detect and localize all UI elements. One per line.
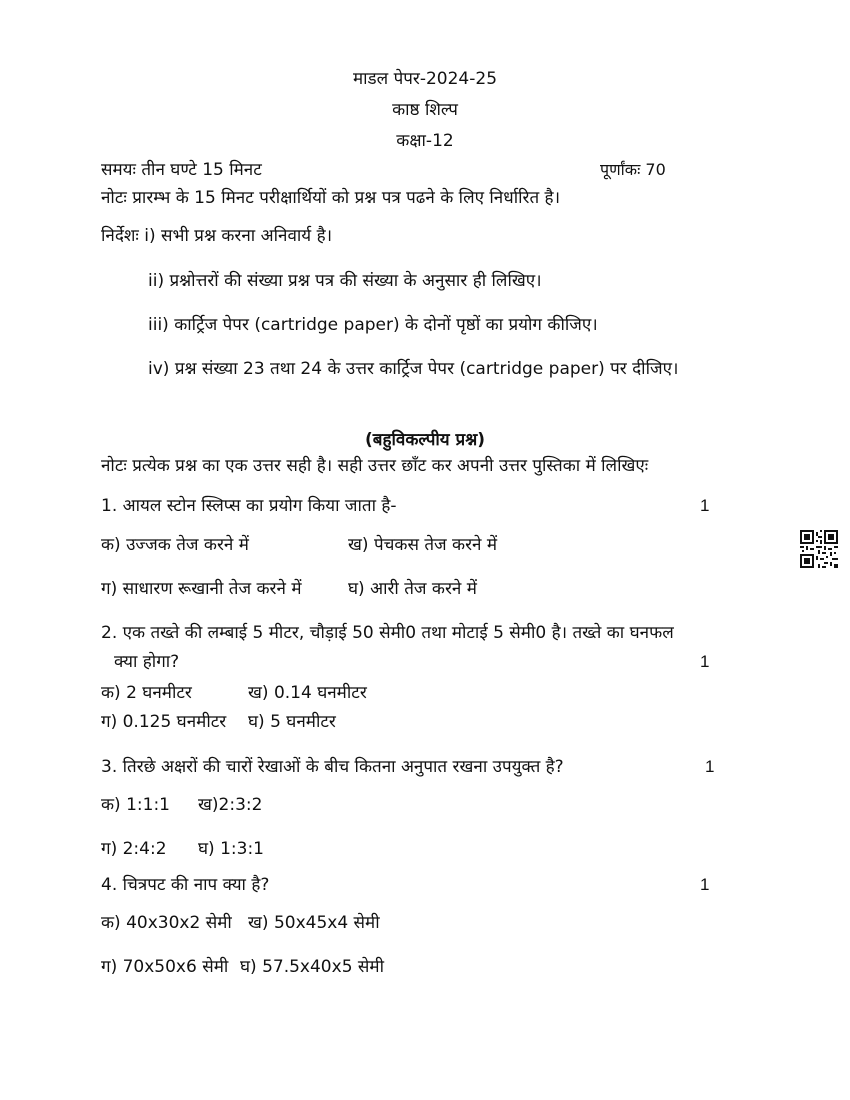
q4-option-b: ख) 50x45x4 सेमी [248,913,380,933]
q3-option-a: क) 1:1:1 [101,795,170,815]
question-1-marks: 1 [700,496,710,515]
question-4-marks: 1 [700,875,710,894]
question-2: 2. एक तख्ते की लम्बाई 5 मीटर, चौड़ाई 50 सेमी0 तथा मोटाई 5 सेमी0 है। तख्ते का घनफल [101,623,674,643]
question-4: 4. चित्रपट की नाप क्या है? [101,875,270,895]
paper-title: माडल पेपर-2024-25 [352,69,498,89]
q3-option-c: ग) 2:4:2 [101,839,167,859]
reading-time-note: नोटः प्रारम्भ के 15 मिनट परीक्षार्थियों को प्रश्न पत्र पढने के लिए निर्धारित है। [101,188,561,208]
question-2-continued: क्या होगा? [114,652,180,672]
subject-title: काष्ठ शिल्प [392,100,458,120]
q4-option-a: क) 40x30x2 सेमी [101,913,232,933]
question-3-marks: 1 [705,757,715,776]
question-1: 1. आयल स्टोन स्लिप्स का प्रयोग किया जाता है- [101,496,397,516]
class-label: कक्षा-12 [396,131,454,151]
q1-option-d: घ) आरी तेज करने में [348,579,477,599]
time-allowed: समयः तीन घण्टे 15 मिनट [101,160,262,180]
q2-option-d: घ) 5 घनमीटर [248,712,336,732]
section-heading: (बहुविकल्पीय प्रश्न) [364,430,485,450]
question-3: 3. तिरछे अक्षरों की चारों रेखाओं के बीच कितना अनुपात रखना उपयुक्त है? [101,757,564,777]
max-marks: पूर्णांकः 70 [600,160,666,179]
q4-option-d: घ) 57.5x40x5 सेमी [240,957,384,977]
q3-option-d: घ) 1:3:1 [198,839,264,859]
instruction-4: iv) प्रश्न संख्या 23 तथा 24 के उत्तर कार्ट्रिज पेपर (cartridge paper) पर दीजिए। [148,359,679,379]
section-note: नोटः प्रत्येक प्रश्न का एक उत्तर सही है। सही उत्तर छाँट कर अपनी उत्तर पुस्तिका में लिखिएः [101,456,649,476]
q3-option-b: ख)2:3:2 [198,795,263,815]
instruction-2: ii) प्रश्नोत्तरों की संख्या प्रश्न पत्र की संख्या के अनुसार ही लिखिए। [148,271,542,291]
q1-option-b: ख) पेचकस तेज करने में [348,535,498,555]
question-2-marks: 1 [700,652,710,671]
instruction-3: iii) कार्ट्रिज पेपर (cartridge paper) के दोनों पृष्ठों का प्रयोग कीजिए। [148,315,598,335]
q2-option-c: ग) 0.125 घनमीटर [101,712,227,732]
q2-option-b: ख) 0.14 घनमीटर [248,683,367,703]
qr-code-icon [800,530,838,568]
instruction-1: निर्देशः i) सभी प्रश्न करना अनिवार्य है। [101,226,333,246]
q2-option-a: क) 2 घनमीटर [101,683,192,703]
q4-option-c: ग) 70x50x6 सेमी [101,957,229,977]
q1-option-a: क) उज्जक तेज करने में [101,535,249,555]
q1-option-c: ग) साधारण रूखानी तेज करने में [101,579,302,599]
